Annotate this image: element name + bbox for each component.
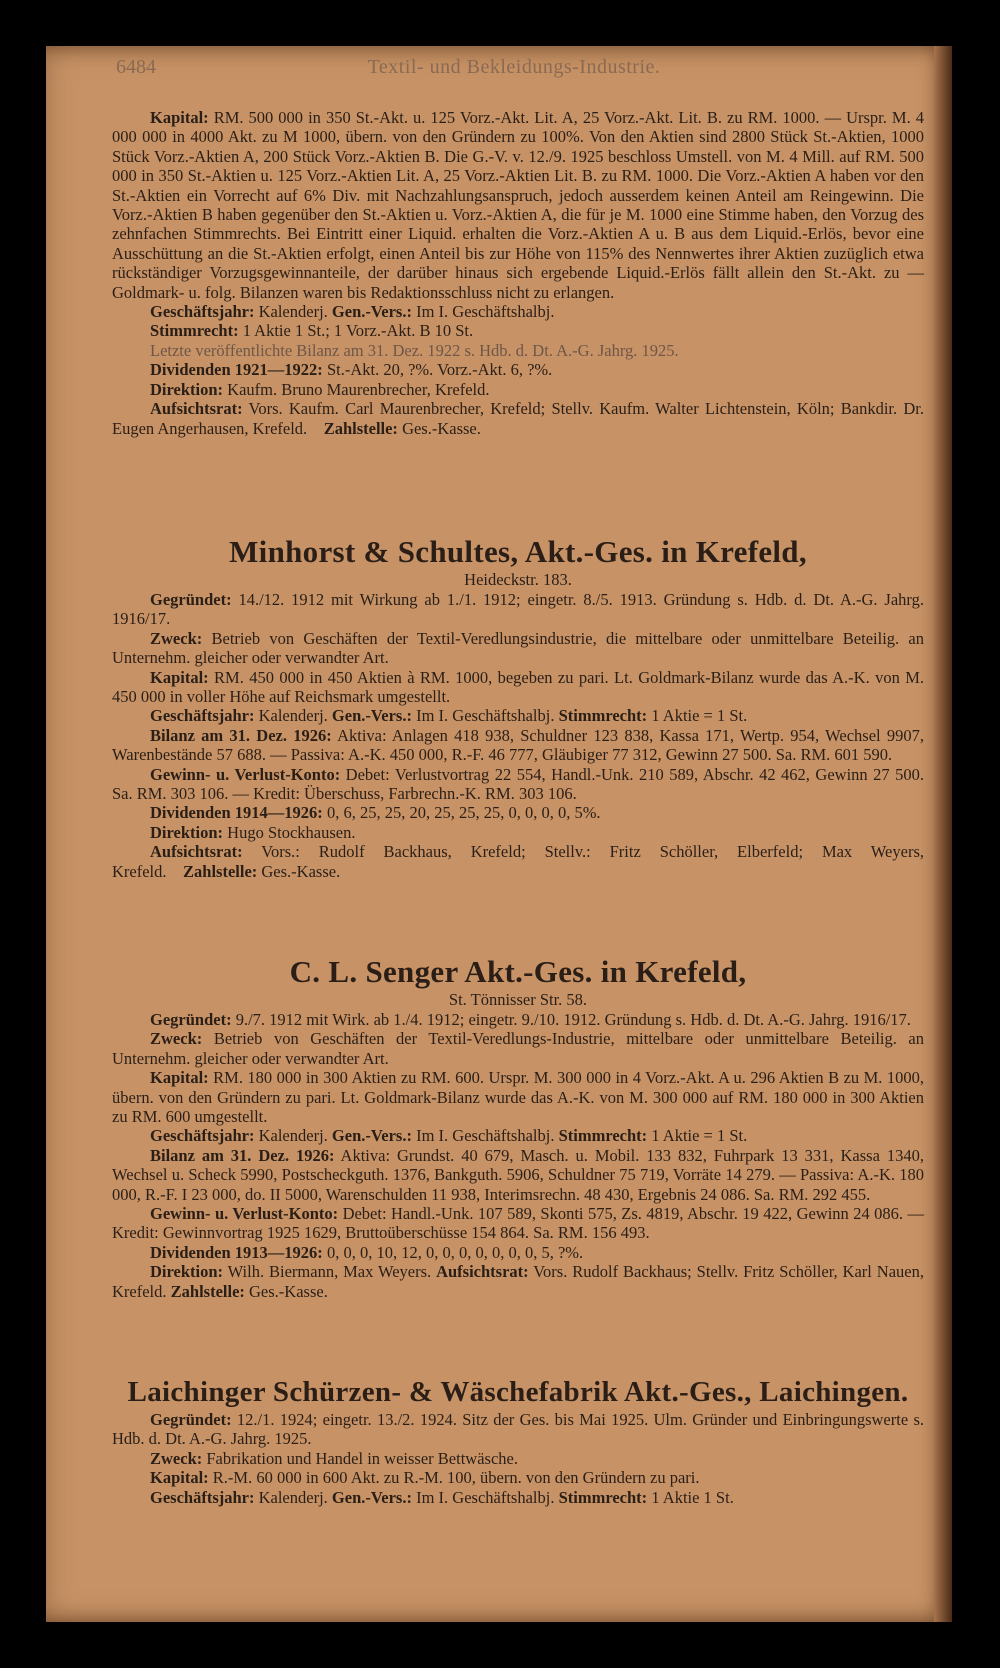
founded-paragraph: Gegründet: 14./12. 1912 mit Wirkung ab 1./1. 1912; eingetr. 8./5. 1913. Gründung s. Hdb. d. Dt. A.-G. Jahrg. 1916/17. [112, 590, 924, 629]
fiscal-year-paragraph: Geschäftsjahr: Kalenderj. Gen.-Vers.: Im I. Geschäftshalbj. Stimmrecht: 1 Aktie = 1 St. [150, 706, 748, 726]
page-spine-shadow [934, 46, 952, 1622]
purpose-paragraph: Zweck: Betrieb von Geschäften der Textil-Veredlungs-Industrie, mittelbare oder unmittelbare Beteilig. an Unternehm. gleicher oder verwandter Art. [112, 1029, 924, 1068]
page-header [116, 56, 912, 84]
purpose-paragraph: Zweck: Fabrikation und Handel in weisser Bettwäsche. [150, 1448, 518, 1468]
dividends-paragraph: Dividenden 1921—1922: St.-Akt. 20, ?%. Vorz.-Akt. 6, ?%. [150, 360, 553, 380]
supervisory-paragraph: Aufsichtsrat: Vors. Kaufm. Carl Maurenbrecher, Krefeld; Stellv. Kaufm. Walter Lichtenstein, Köln; Bankdir. Dr. Eugen Angerhausen, Krefeld. Zahlstelle: Ges.-Kasse. [112, 399, 924, 438]
dividends-paragraph: Dividenden 1914—1926: 0, 6, 25, 25, 20, 25, 25, 25, 0, 0, 0, 0, 5%. [150, 803, 601, 823]
board-paragraph: Direktion: Hugo Stockhausen. [150, 822, 356, 842]
fiscal-year-paragraph: Geschäftsjahr: Kalenderj. Gen.-Vers.: Im I. Geschäftshalbj. Stimmrecht: 1 Aktie 1 St. [150, 1487, 734, 1507]
founded-paragraph: Gegründet: 9./7. 1912 mit Wirk. ab 1./4. 1912; eingetr. 9./10. 1912. Gründung s. Hdb. d. Dt. A.-G. Jahrg. 1916/17. [150, 1010, 911, 1029]
purpose-paragraph: Zweck: Betrieb von Geschäften der Textil-Veredlungsindustrie, die mittelbare oder unmittelbare Beteilig. an Unternehm. gleicher oder verwandter Art. [112, 628, 924, 668]
dividends-paragraph: Dividenden 1913—1926: 0, 0, 0, 10, 12, 0, 0, 0, 0, 0, 0, 0, 5, ?%. [150, 1242, 584, 1262]
capital-paragraph: Kapital: RM. 450 000 in 450 Aktien à RM. 1000, begeben zu pari. Lt. Goldmark-Bilanz wurde das A.-K. von M. 450 000 in voller Höhe auf Reichsmark umgestellt. [112, 667, 924, 707]
profit-loss-paragraph: Gewinn- u. Verlust-Konto: Debet: Verlustvortrag 22 554, Handl.-Unk. 210 589, Abschr. 42 462, Gewinn 27 500. Sa. RM. 303 106. — Kredit: Überschuss, Farbrechn.-K. RM. 303 106. [112, 764, 924, 804]
profit-loss-paragraph: Gewinn- u. Verlust-Konto: Debet: Handl.-Unk. 107 589, Skonti 575, Zs. 4819, Abschr. 19 422, Gewinn 24 086. — Kredit: Gewinnvortrag 1925 1629, Bruttoüberschüsse 154 864. Sa. RM. 156 493. [112, 1204, 925, 1243]
capital-paragraph: Kapital: RM. 180 000 in 300 Aktien zu RM. 600. Urspr. M. 300 000 in 4 Vorz.-Akt. A u. 296 Aktien B zu M. 1000, übern. von den Gründern zu pari. Lt. Goldmark-Bilanz wurde das A.-K. von M. 300 000 auf RM. 180 000 in 300 Aktien zu RM. 600 umgestellt. [112, 1068, 924, 1127]
running-title: Textil- und Bekleidungs-Industrie. [367, 56, 661, 78]
company-name: C. L. Senger Akt.-Ges. in Krefeld, [289, 954, 747, 989]
board-paragraph: Direktion: Wilh. Biermann, Max Weyers. Aufsichtsrat: Vors. Rudolf Backhaus; Stellv. Fritz Schöller, Karl Nauen, Krefeld. Zahlstelle: Ges.-Kasse. [112, 1262, 924, 1301]
founded-paragraph: Gegründet: 12./1. 1924; eingetr. 13./2. 1924. Sitz der Ges. bis Mai 1925. Ulm. Gründer und Einbringungswerte s. Hdb. d. Dt. A.-G. Jahrg. 1925. [112, 1410, 924, 1449]
balance-paragraph: Bilanz am 31. Dez. 1926: Aktiva: Grundst. 40 679, Masch. u. Mobil. 133 832, Fuhrpark 13 331, Kassa 1340, Wechsel u. Scheck 5990, Postscheckguth. 1376, Bankguth. 5906, Schuldner 75 719, Vorräte 14 279. — Passiva: A.-K. 180 000, R.-F. I 23 000, do. II 5000, Warenschulden 11 938, Interimsrechn. 48 430, Ergebnis 24 086. Sa. RM. 292 455. [112, 1145, 924, 1204]
fiscal-year-paragraph: Geschäftsjahr: Kalenderj. Gen.-Vers.: Im I. Geschäftshalbj. [150, 302, 555, 322]
supervisory-paragraph: Aufsichtsrat: Vors.: Rudolf Backhaus, Krefeld; Stellv.: Fritz Schöller, Elberfeld; Max Weyers, Krefeld. Zahlstelle: Ges.-Kasse. [112, 842, 924, 881]
page-number: 6484 [116, 56, 156, 78]
last-balance-paragraph: Letzte veröffentlichte Bilanz am 31. Dez. 1922 s. Hdb. d. Dt. A.-G. Jahrg. 1925. [150, 340, 679, 360]
book-page [46, 46, 952, 1622]
capital-paragraph: Kapital: RM. 500 000 in 350 St.-Akt. u. 125 Vorz.-Akt. Lit. A, 25 Vorz.-Akt. Lit. B. zu RM. 1000. — Urspr. M. 4 000 000 in 4000 Akt. zu M 1000, übern. von den Gründern zu 100%. Von den Aktien sind 2800 Stück St.-Aktien, 1000 Stück Vorz.-Aktien A, 200 Stück Vorz.-Aktien B. Die G.-V. v. 12./9. 1925 beschloss Umstell. von M. 4 Mill. auf RM. 500 000 in 350 St.-Aktien u. 125 Vorz.-Aktien Lit. A, 25 Vorz.-Aktien Lit. B. zu RM. 1000. Die Vorz.-Aktien A haben vor den St.-Aktien ein Vorrecht auf 6% Div. mit Nachzahlungsanspruch, jedoch ausserdem keinen Anteil am Reingewinn. Die Vorz.-Aktien B haben gegenüber den St.-Aktien u. Vorz.-Aktien A, die für je M. 1000 eine Stimme haben, den Vorzug des zehnfachen Stimmrechts. Bei Eintritt einer Liquid. erhalten die Vorz.-Aktien A u. B aus dem Liquid.-Erlös, bevor eine Ausschüttung an die St.-Aktien erfolgt, einen Anteil bis zur Höhe von 115% des Nennwertes ihrer Aktien zuzüglich etwa rückständiger Vorzugsgewinnanteile, der darüber hinaus sich ergebende Liquid.-Erlös fällt allein den St.-Akt. zu — Goldmark- u. folg. Bilanzen waren bis Redaktionsschluss nicht zu erlangen. [112, 108, 924, 302]
entry-continuation [112, 108, 924, 438]
company-address: Heideckstr. 183. [464, 570, 572, 589]
board-paragraph: Direktion: Kaufm. Bruno Maurenbrecher, Krefeld. [150, 379, 490, 399]
entry-minhorst-schultes [112, 516, 924, 881]
entry-laichinger [112, 1356, 924, 1507]
entry-cl-senger [112, 936, 924, 1301]
balance-paragraph: Bilanz am 31. Dez. 1926: Aktiva: Anlagen 418 938, Schuldner 123 838, Kassa 171, Wertp. 954, Wechsel 9907, Warenbestände 57 688. — Passiva: A.-K. 450 000, R.-F. 46 777, Gläubiger 77 312, Gewinn 27 500. Sa. RM. 601 590. [112, 725, 924, 765]
fiscal-year-paragraph: Geschäftsjahr: Kalenderj. Gen.-Vers.: Im I. Geschäftshalbj. Stimmrecht: 1 Aktie = 1 St. [150, 1126, 748, 1146]
company-name: Laichinger Schürzen- & Wäschefabrik Akt.-Ges., Laichingen. [127, 1376, 909, 1408]
capital-paragraph: Kapital: R.-M. 60 000 in 600 Akt. zu R.-M. 100, übern. von den Gründern zu pari. [150, 1468, 700, 1488]
company-address: St. Tönnisser Str. 58. [448, 990, 588, 1009]
company-name: Minhorst & Schultes, Akt.-Ges. in Krefeld, [229, 534, 807, 569]
voting-right-paragraph: Stimmrecht: 1 Aktie 1 St.; 1 Vorz.-Akt. B 10 St. [150, 321, 474, 341]
